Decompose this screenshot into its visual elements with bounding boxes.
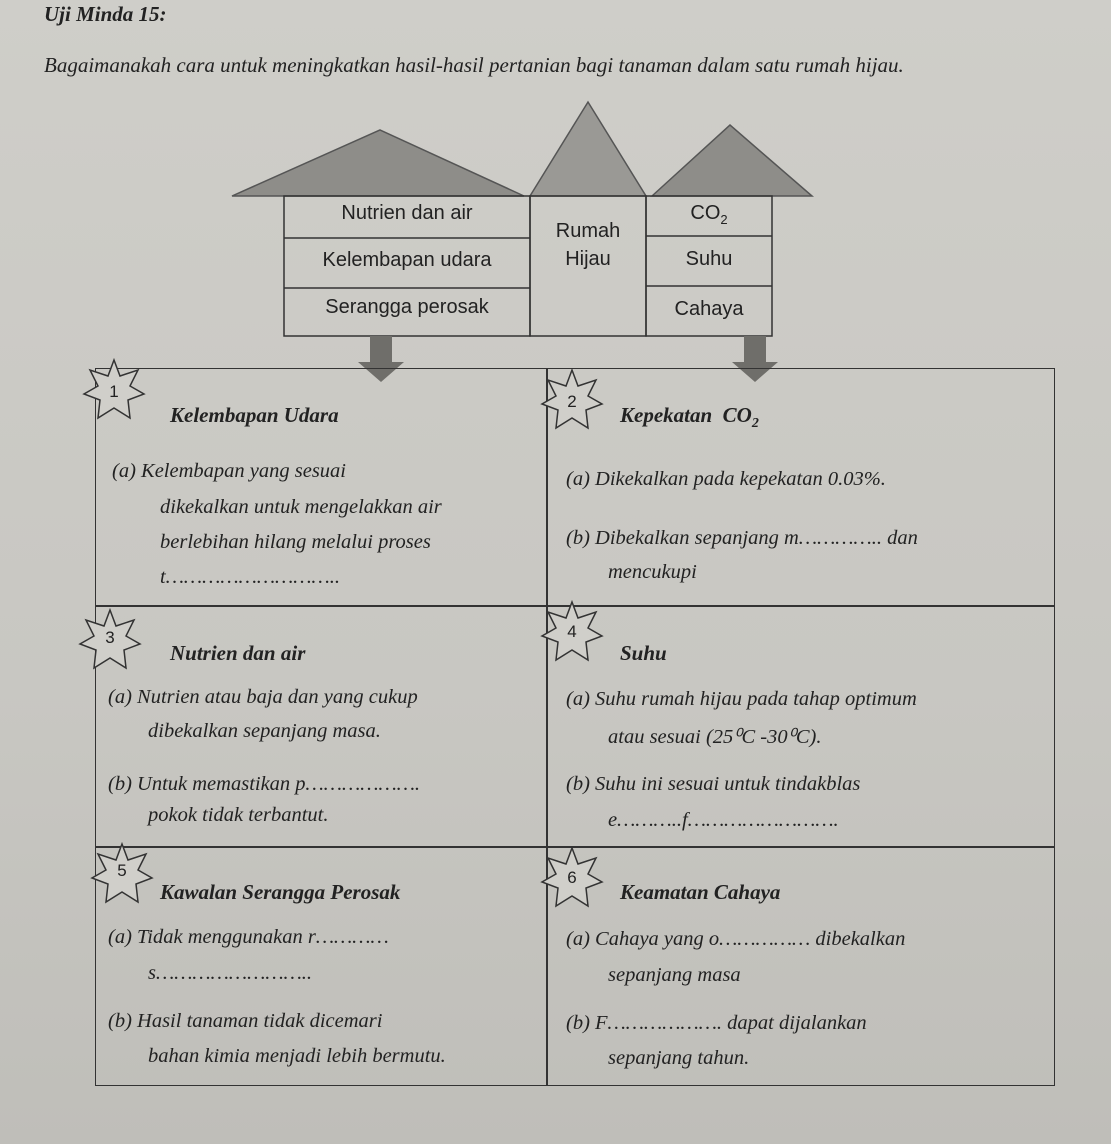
section-1-number: 1 xyxy=(109,382,119,401)
section-6-line-3: (b) F………………. dapat dijalankan xyxy=(566,1012,867,1034)
section-4-line-1: (a) Suhu rumah hijau pada tahap optimum xyxy=(566,688,917,710)
label-suhu: Suhu xyxy=(685,248,733,270)
label-rumah: Rumah xyxy=(555,220,621,242)
section-6-line-4: sepanjang tahun. xyxy=(608,1047,750,1069)
section-3-line-4: pokok tidak terbantut. xyxy=(148,804,329,826)
section-3-number: 3 xyxy=(105,628,115,647)
label-serangga-perosak: Serangga perosak xyxy=(325,296,489,318)
section-5-number: 5 xyxy=(117,861,127,880)
section-4-title: Suhu xyxy=(620,641,667,665)
section-5-line-4: bahan kimia menjadi lebih bermutu. xyxy=(148,1045,446,1067)
label-hijau: Hijau xyxy=(565,248,611,270)
section-1-line-1: (a) Kelembapan yang sesuai xyxy=(112,460,346,482)
section-4-line-4: e………..f……………………. xyxy=(608,809,839,831)
section-3-line-3: (b) Untuk memastikan p………………. xyxy=(108,773,421,795)
label-kelembapan-udara: Kelembapan udara xyxy=(322,249,492,271)
section-1-line-2: dikekalkan untuk mengelakkan air xyxy=(160,496,442,518)
section-1-line-3: berlebihan hilang melalui proses xyxy=(160,531,431,553)
center-roof xyxy=(530,102,646,196)
section-6-title: Keamatan Cahaya xyxy=(620,880,781,904)
label-cahaya: Cahaya xyxy=(674,298,744,320)
section-6-line-1: (a) Cahaya yang o…………… dibekalkan xyxy=(566,928,906,950)
section-2-line-1: (a) Dikekalkan pada kepekatan 0.03%. xyxy=(566,468,886,490)
section-6-number: 6 xyxy=(567,868,577,887)
section-3-title: Nutrien dan air xyxy=(170,641,306,665)
section-2-number: 2 xyxy=(567,392,577,411)
greenhouse-diagram xyxy=(0,0,1111,400)
section-4-line-3: (b) Suhu ini sesuai untuk tindakblas xyxy=(566,773,861,795)
section-4-line-2: atau sesuai (25⁰C -30⁰C). xyxy=(608,726,822,748)
section-1-title: Kelembapan Udara xyxy=(170,403,339,427)
right-roof xyxy=(652,125,812,196)
section-2-line-3: mencukupi xyxy=(608,561,697,583)
section-3-line-2: dibekalkan sepanjang masa. xyxy=(148,720,381,742)
left-roof xyxy=(232,130,524,196)
section-5-line-2: s…………………….. xyxy=(148,962,313,984)
label-nutrien-dan-air: Nutrien dan air xyxy=(341,202,473,224)
section-3-line-1: (a) Nutrien atau baja dan yang cukup xyxy=(108,686,418,708)
exercise-title: Uji Minda 15: xyxy=(44,2,167,26)
label-co2: $CO_2$ xyxy=(690,202,728,227)
section-4-number: 4 xyxy=(567,622,577,641)
table-divider-vertical xyxy=(546,368,548,1086)
section-5-title: Kawalan Serangga Perosak xyxy=(160,880,401,904)
question-text: Bagaimanakah cara untuk meningkatkan hasil-hasil pertanian bagi tanaman dalam satu rumah hijau. xyxy=(44,53,904,77)
section-1-line-4: t……………………….. xyxy=(160,566,340,588)
section-5-line-3: (b) Hasil tanaman tidak dicemari xyxy=(108,1010,383,1032)
section-6-line-2: sepanjang masa xyxy=(608,964,741,986)
section-5-line-1: (a) Tidak menggunakan r………… xyxy=(108,926,389,948)
section-2-title: Kepekatan $CO_2$ xyxy=(620,403,759,432)
section-2-line-2: (b) Dibekalkan sepanjang m………….. dan xyxy=(566,527,918,549)
